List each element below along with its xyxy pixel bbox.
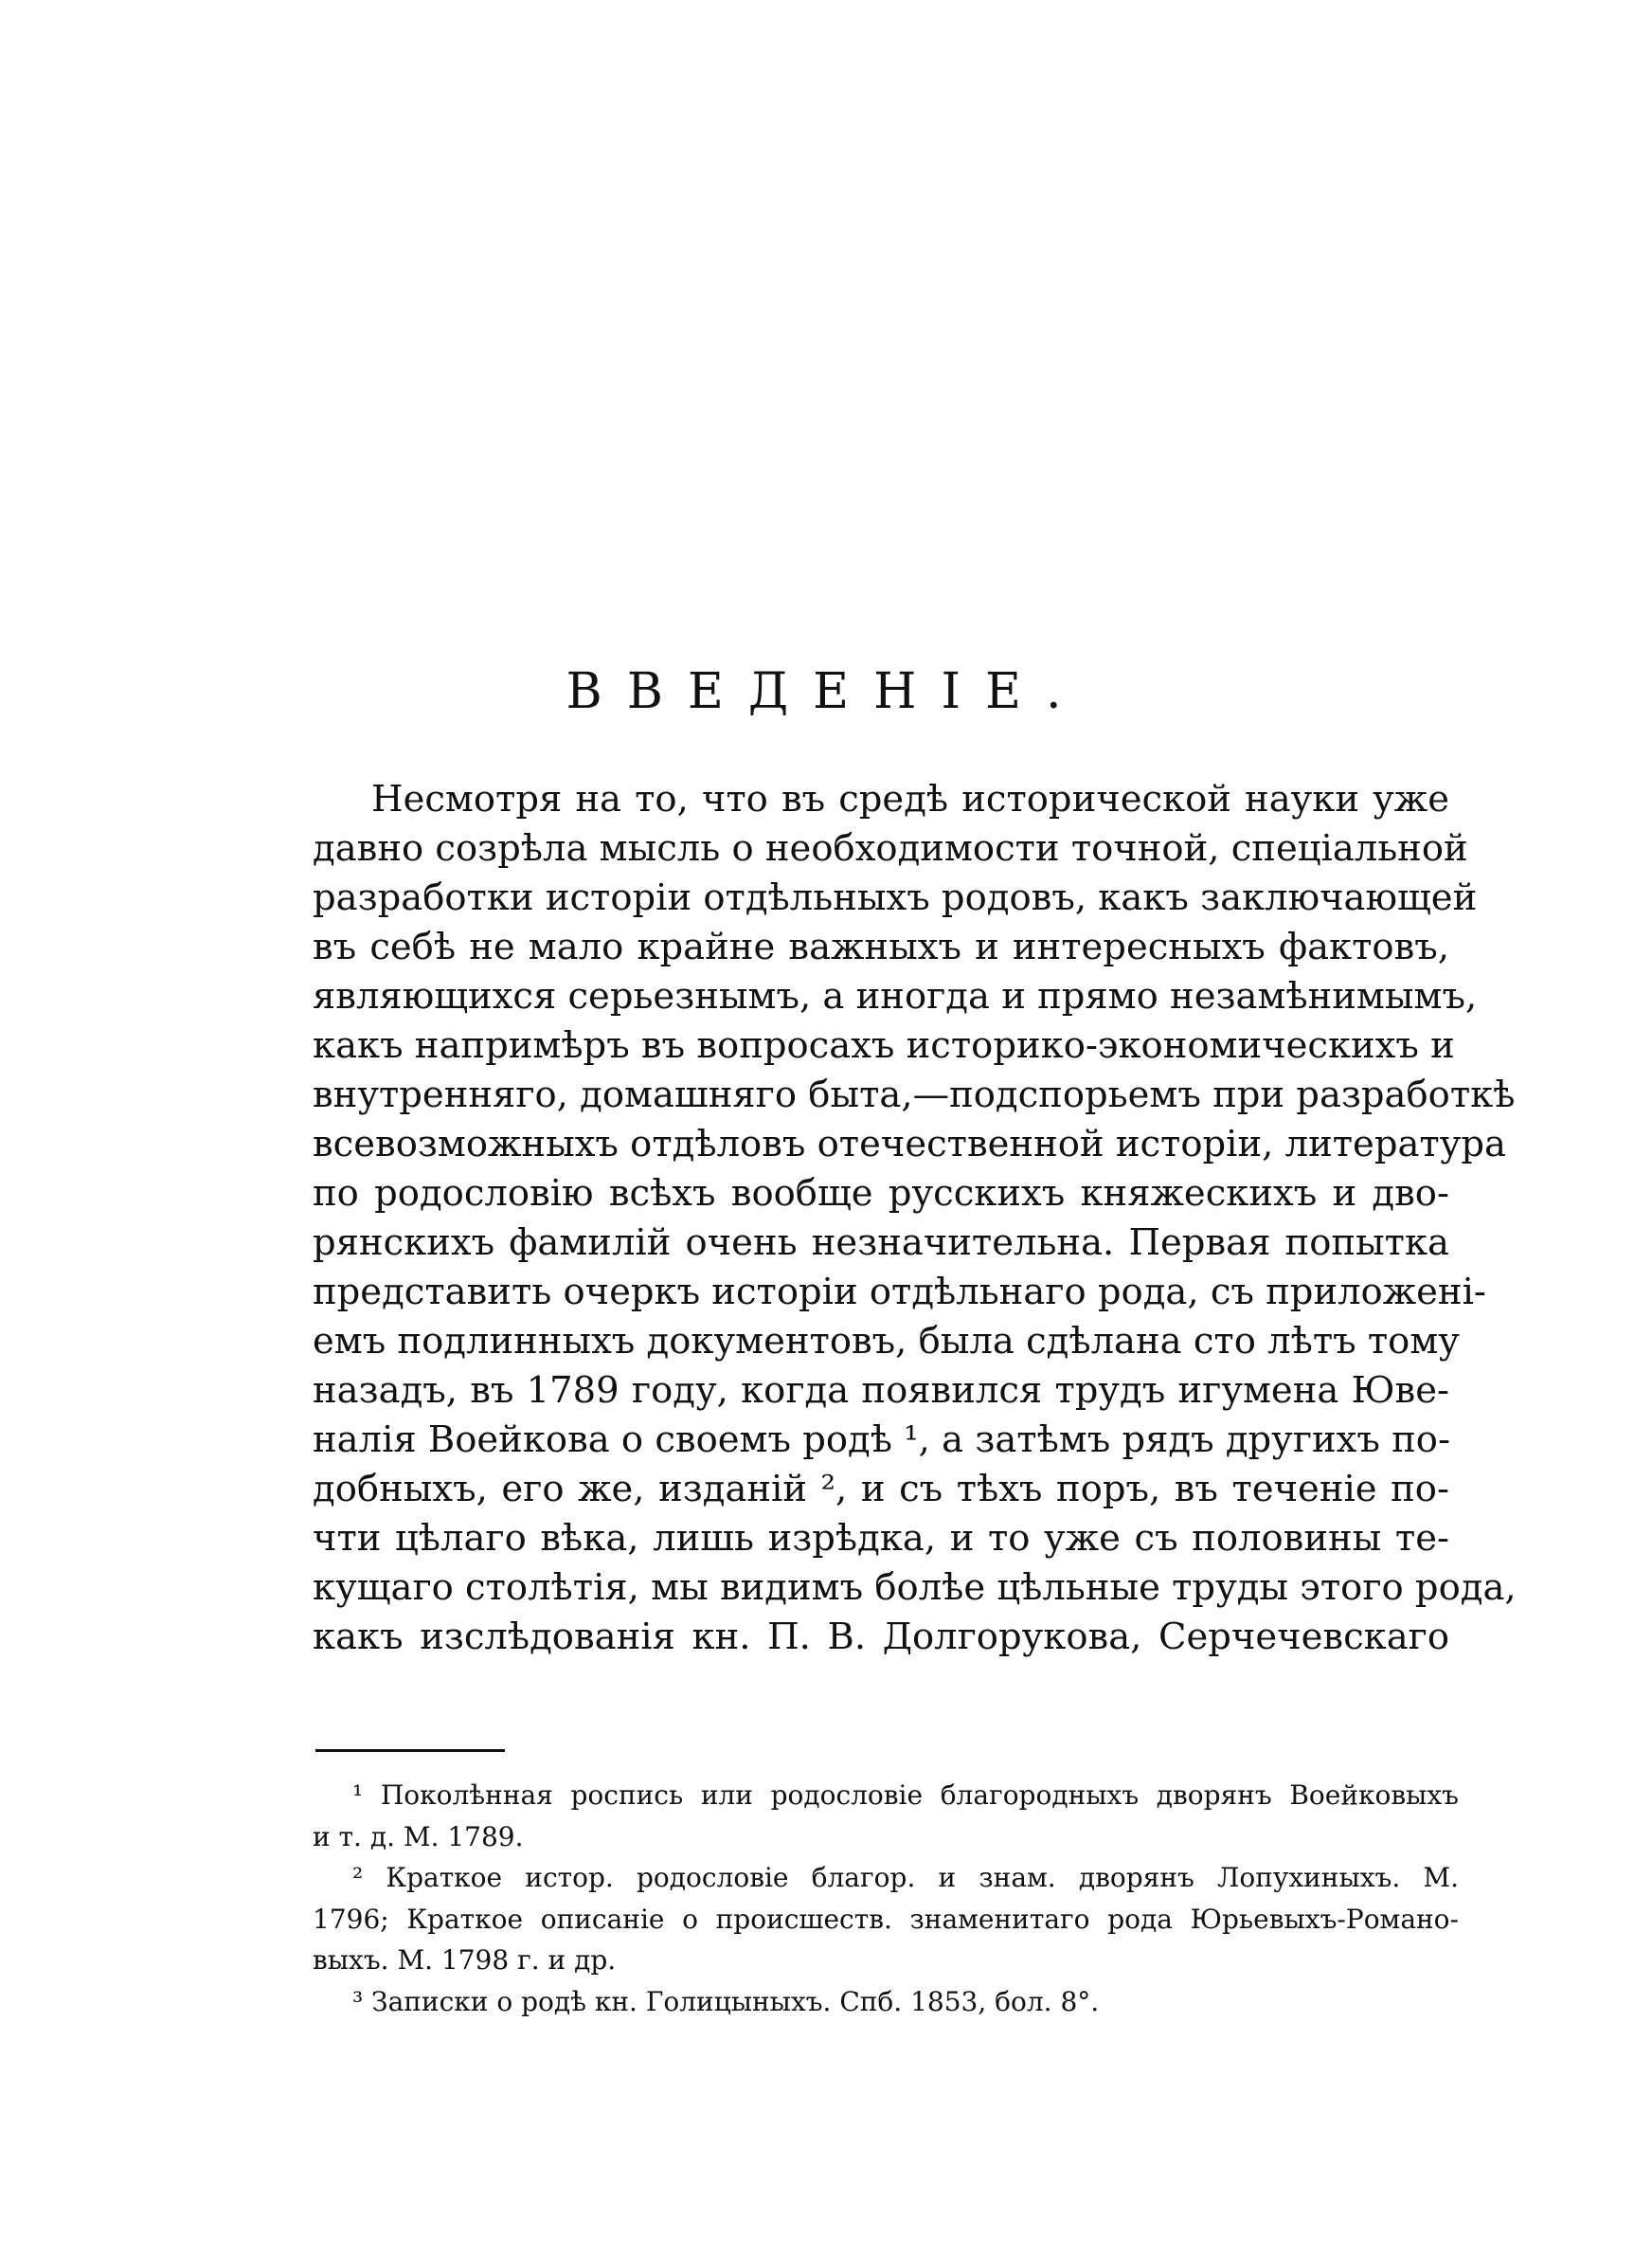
text-line: внутренняго, домашняго быта,—подспорьемъ при разработкѣ xyxy=(313,1074,1516,1116)
text-line: налія Воейкова о своемъ родѣ ¹, а затѣмъ рядъ другихъ по- xyxy=(313,1418,1450,1461)
text-line: добныхъ, его же, изданій ², и съ тѣхъ поръ, въ теченіе по- xyxy=(313,1468,1449,1510)
footnote-line: ² Краткое истор. родословіе благор. и знам. дворянъ Лопухиныхъ. М. xyxy=(352,1862,1459,1893)
footnote-line: ³ Записки о родѣ кн. Голицыныхъ. Спб. 1853, бол. 8°. xyxy=(352,1985,1100,2017)
text-line: какъ напримѣръ въ вопросахъ историко-экономическихъ и xyxy=(313,1024,1455,1067)
text-line: въ себѣ не мало крайне важныхъ и интересныхъ фактовъ, xyxy=(313,926,1449,968)
text-line: назадъ, въ 1789 году, когда появился трудъ игумена Юве- xyxy=(313,1369,1449,1412)
footnote-line: ¹ Поколѣнная роспись или родословіе благородныхъ дворянъ Воейковыхъ xyxy=(352,1779,1459,1811)
text-line: являющихся серьезнымъ, а иногда и прямо незамѣнимымъ, xyxy=(313,975,1478,1018)
text-line: кущаго столѣтія, мы видимъ болѣе цѣльные труды этого рода, xyxy=(313,1566,1517,1609)
text-line: всевозможныхъ отдѣловъ отечественной исторіи, литература xyxy=(313,1123,1506,1165)
footnotes xyxy=(313,1775,1459,2022)
text-line: какъ изслѣдованія кн. П. В. Долгорукова, Серчечевскаго xyxy=(313,1616,1449,1658)
footnote-divider xyxy=(315,1749,505,1752)
text-line: представить очеркъ исторіи отдѣльнаго рода, съ приложені- xyxy=(313,1271,1486,1313)
text-line: давно созрѣла мысль о необходимости точной, спеціальной xyxy=(313,827,1468,870)
body-paragraph xyxy=(313,775,1517,1662)
footnote-line: выхъ. М. 1798 г. и др. xyxy=(313,1944,617,1976)
text-line: разработки исторіи отдѣльныхъ родовъ, какъ заключающей xyxy=(313,876,1478,919)
text-line: по родословію всѣхъ вообще русскихъ княжескихъ и дво- xyxy=(313,1172,1449,1215)
footnote-line: 1796; Краткое описаніе о происшеств. знаменитаго рода Юрьевыхъ-Романо- xyxy=(313,1903,1459,1935)
text-line: чти цѣлаго вѣка, лишь изрѣдка, и то уже съ половины те- xyxy=(313,1517,1449,1560)
text-line: емъ подлинныхъ документовъ, была сдѣлана сто лѣтъ тому xyxy=(313,1320,1460,1363)
text-line: рянскихъ фамилій очень незначительна. Первая попытка xyxy=(313,1221,1449,1264)
chapter-title: ВВЕДЕНІЕ. xyxy=(566,663,1086,720)
footnote-line: и т. д. М. 1789. xyxy=(313,1820,524,1852)
text-line: Несмотря на то, что въ средѣ исторической науки уже xyxy=(371,778,1449,821)
